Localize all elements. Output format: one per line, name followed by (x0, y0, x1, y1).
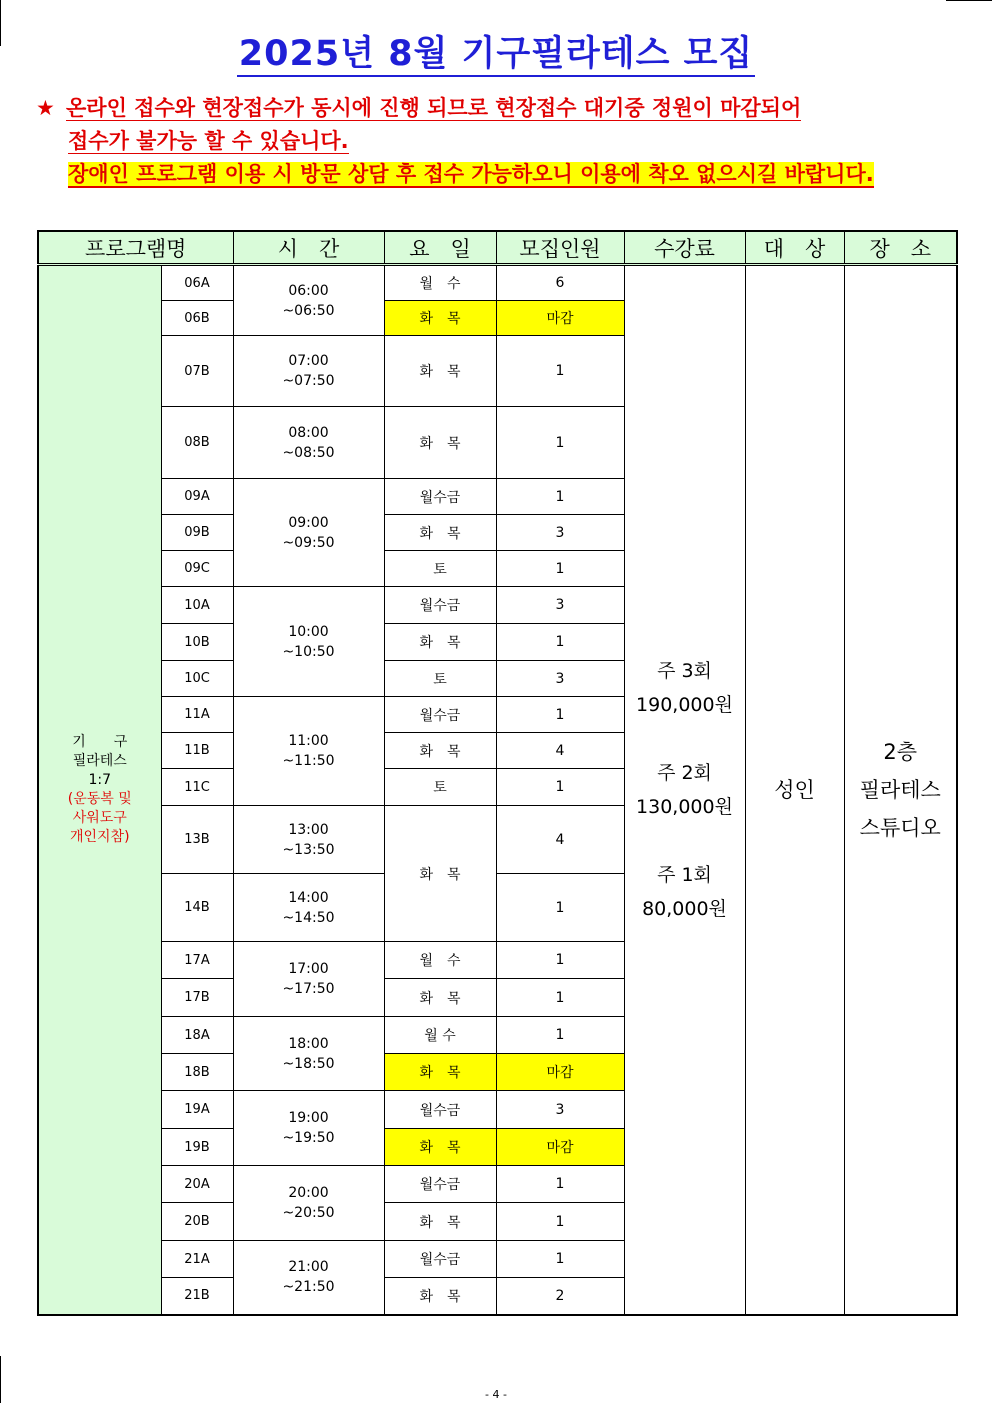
count-cell-closed: 마감 (496, 1054, 624, 1091)
class-code: 11B (161, 733, 233, 769)
day-cell: 월수금 (384, 587, 496, 624)
count-cell: 1 (496, 769, 624, 806)
place-cell (844, 265, 957, 1315)
class-code: 19B (161, 1129, 233, 1166)
program-note: 개인지참) (69, 828, 130, 845)
count-cell: 1 (496, 942, 624, 979)
time-start: 19:00 (288, 1110, 329, 1126)
fee-cell (624, 265, 745, 1315)
count-cell: 2 (496, 1278, 624, 1315)
time-end: ~17:50 (282, 981, 335, 997)
count-cell: 1 (496, 624, 624, 661)
count-cell: 3 (496, 661, 624, 697)
day-cell: 토 (384, 661, 496, 697)
target-cell: 성인 (745, 265, 844, 1315)
program-line: 필라테스 (72, 752, 127, 769)
count-cell: 1 (496, 1166, 624, 1203)
header-count: 모집인원 (496, 231, 624, 265)
day-cell: 월 수 (384, 265, 496, 301)
place-line: 스튜디오 (859, 815, 941, 840)
fee-line: 주 3회 (657, 659, 712, 682)
count-cell: 3 (496, 1091, 624, 1129)
notice-text-2: 접수가 불가능 할 수 있습니다. (68, 129, 349, 153)
time-cell (233, 336, 384, 407)
class-code: 10A (161, 587, 233, 624)
day-cell: 월수금 (384, 1091, 496, 1129)
day-cell: 화 목 (384, 979, 496, 1017)
notice-line-1 (36, 92, 966, 125)
header-place: 장 소 (844, 231, 957, 265)
page-title-wrap (0, 26, 992, 76)
time-cell (233, 806, 384, 874)
count-cell: 3 (496, 515, 624, 551)
count-cell: 4 (496, 806, 624, 874)
day-cell: 화 목 (384, 407, 496, 479)
time-end: ~19:50 (282, 1130, 335, 1146)
count-cell: 1 (496, 979, 624, 1017)
time-cell (233, 1017, 384, 1091)
star-icon: ★ (36, 96, 55, 120)
header-program: 프로그램명 (38, 231, 233, 265)
time-start: 09:00 (288, 514, 329, 531)
time-end: ~06:50 (282, 302, 335, 319)
count-cell-closed: 마감 (496, 301, 624, 336)
time-end: ~20:50 (282, 1205, 335, 1221)
notice-text-1: 온라인 접수와 현장접수가 동시에 진행 되므로 현장접수 대기중 정원이 마감되어 (66, 96, 802, 120)
day-cell: 월수금 (384, 1241, 496, 1278)
class-code: 09B (161, 515, 233, 551)
time-cell (233, 1241, 384, 1315)
table-row (38, 265, 957, 301)
count-cell: 1 (496, 336, 624, 407)
fee-line: 80,000원 (642, 897, 727, 920)
place-line: 2층 (883, 739, 918, 764)
count-cell: 6 (496, 265, 624, 301)
time-cell (233, 265, 384, 336)
program-line: 기 구 (72, 733, 128, 750)
count-cell: 1 (496, 1241, 624, 1278)
count-cell: 1 (496, 874, 624, 942)
day-cell: 화 목 (384, 1129, 496, 1166)
day-cell: 월 수 (384, 942, 496, 979)
time-end: ~08:50 (282, 444, 335, 461)
count-cell: 1 (496, 1203, 624, 1241)
program-name-cell (38, 265, 161, 1315)
fee-line: 주 2회 (657, 761, 712, 784)
program-note: (운동복 및 (67, 790, 132, 807)
class-code: 21B (161, 1278, 233, 1315)
class-code: 10C (161, 661, 233, 697)
count-cell: 1 (496, 407, 624, 479)
class-code: 19A (161, 1091, 233, 1129)
count-cell: 1 (496, 479, 624, 515)
time-start: 21:00 (288, 1259, 329, 1276)
notice-line-3 (36, 158, 966, 191)
time-end: ~09:50 (282, 534, 335, 551)
table-header-row (38, 231, 957, 265)
notice (36, 92, 966, 191)
time-end: ~14:50 (282, 909, 335, 926)
time-start: 20:00 (288, 1185, 329, 1201)
time-end: ~10:50 (282, 643, 335, 660)
time-cell (233, 587, 384, 697)
page-title: 2025년 8월 기구필라테스 모집 (237, 34, 755, 77)
notice-text-3: 장애인 프로그램 이용 시 방문 상담 후 접수 가능하오니 이용에 착오 없으시길 바랍니다. (68, 162, 874, 186)
notice-line-2 (36, 125, 966, 158)
fee-line: 130,000원 (636, 795, 733, 818)
time-start: 14:00 (288, 889, 329, 906)
class-code: 06B (161, 301, 233, 336)
fee-line: 주 1회 (657, 863, 712, 886)
time-end: ~13:50 (282, 841, 335, 858)
time-start: 13:00 (288, 821, 329, 838)
day-cell: 월수금 (384, 697, 496, 733)
day-cell: 토 (384, 551, 496, 587)
count-cell: 3 (496, 587, 624, 624)
class-code: 08B (161, 407, 233, 479)
day-cell: 화 목 (384, 624, 496, 661)
class-code: 17A (161, 942, 233, 979)
count-cell: 1 (496, 1017, 624, 1054)
time-start: 08:00 (288, 424, 329, 441)
time-start: 18:00 (288, 1035, 329, 1052)
crop-mark (946, 0, 992, 1)
time-end: ~11:50 (282, 753, 335, 769)
time-start: 17:00 (288, 961, 329, 977)
day-cell: 화 목 (384, 1054, 496, 1091)
count-cell: 1 (496, 697, 624, 733)
day-cell: 화 목 (384, 301, 496, 336)
program-note: 사워도구 (72, 809, 127, 826)
count-cell: 1 (496, 551, 624, 587)
day-cell: 화 목 (384, 336, 496, 407)
time-cell (233, 874, 384, 942)
place-line: 필라테스 (859, 777, 941, 802)
day-cell: 화 목 (384, 733, 496, 769)
day-cell: 월수금 (384, 1166, 496, 1203)
schedule-table-wrap (37, 230, 956, 1316)
time-cell (233, 479, 384, 587)
program-line: 1:7 (88, 771, 112, 788)
day-cell: 토 (384, 769, 496, 806)
time-end: ~07:50 (282, 373, 335, 389)
day-cell: 화 목 (384, 515, 496, 551)
class-code: 07B (161, 336, 233, 407)
count-cell: 4 (496, 733, 624, 769)
class-code: 20B (161, 1203, 233, 1241)
day-cell: 화 목 (384, 806, 496, 942)
time-start: 06:00 (288, 282, 329, 299)
page-number: - 4 - (485, 1388, 507, 1401)
time-cell (233, 1166, 384, 1241)
class-code: 09A (161, 479, 233, 515)
day-cell: 월 수 (384, 1017, 496, 1054)
time-end: ~21:50 (282, 1279, 335, 1296)
class-code: 18A (161, 1017, 233, 1054)
time-cell (233, 942, 384, 1017)
time-start: 11:00 (288, 733, 329, 749)
time-start: 10:00 (288, 623, 329, 640)
schedule-table (37, 230, 958, 1316)
day-cell: 화 목 (384, 1203, 496, 1241)
time-cell (233, 1091, 384, 1166)
class-code: 09C (161, 551, 233, 587)
header-target: 대 상 (745, 231, 844, 265)
time-cell (233, 697, 384, 806)
class-code: 13B (161, 806, 233, 874)
day-cell: 월수금 (384, 479, 496, 515)
time-end: ~18:50 (282, 1055, 335, 1072)
class-code: 21A (161, 1241, 233, 1278)
class-code: 20A (161, 1166, 233, 1203)
header-time: 시 간 (233, 231, 384, 265)
time-start: 07:00 (288, 353, 329, 369)
class-code: 10B (161, 624, 233, 661)
class-code: 11C (161, 769, 233, 806)
class-code: 06A (161, 265, 233, 301)
header-fee: 수강료 (624, 231, 745, 265)
time-cell (233, 407, 384, 479)
header-day: 요 일 (384, 231, 496, 265)
count-cell-closed: 마감 (496, 1129, 624, 1166)
class-code: 11A (161, 697, 233, 733)
fee-line: 190,000원 (636, 693, 733, 716)
class-code: 14B (161, 874, 233, 942)
class-code: 17B (161, 979, 233, 1017)
day-cell: 화 목 (384, 1278, 496, 1315)
class-code: 18B (161, 1054, 233, 1091)
